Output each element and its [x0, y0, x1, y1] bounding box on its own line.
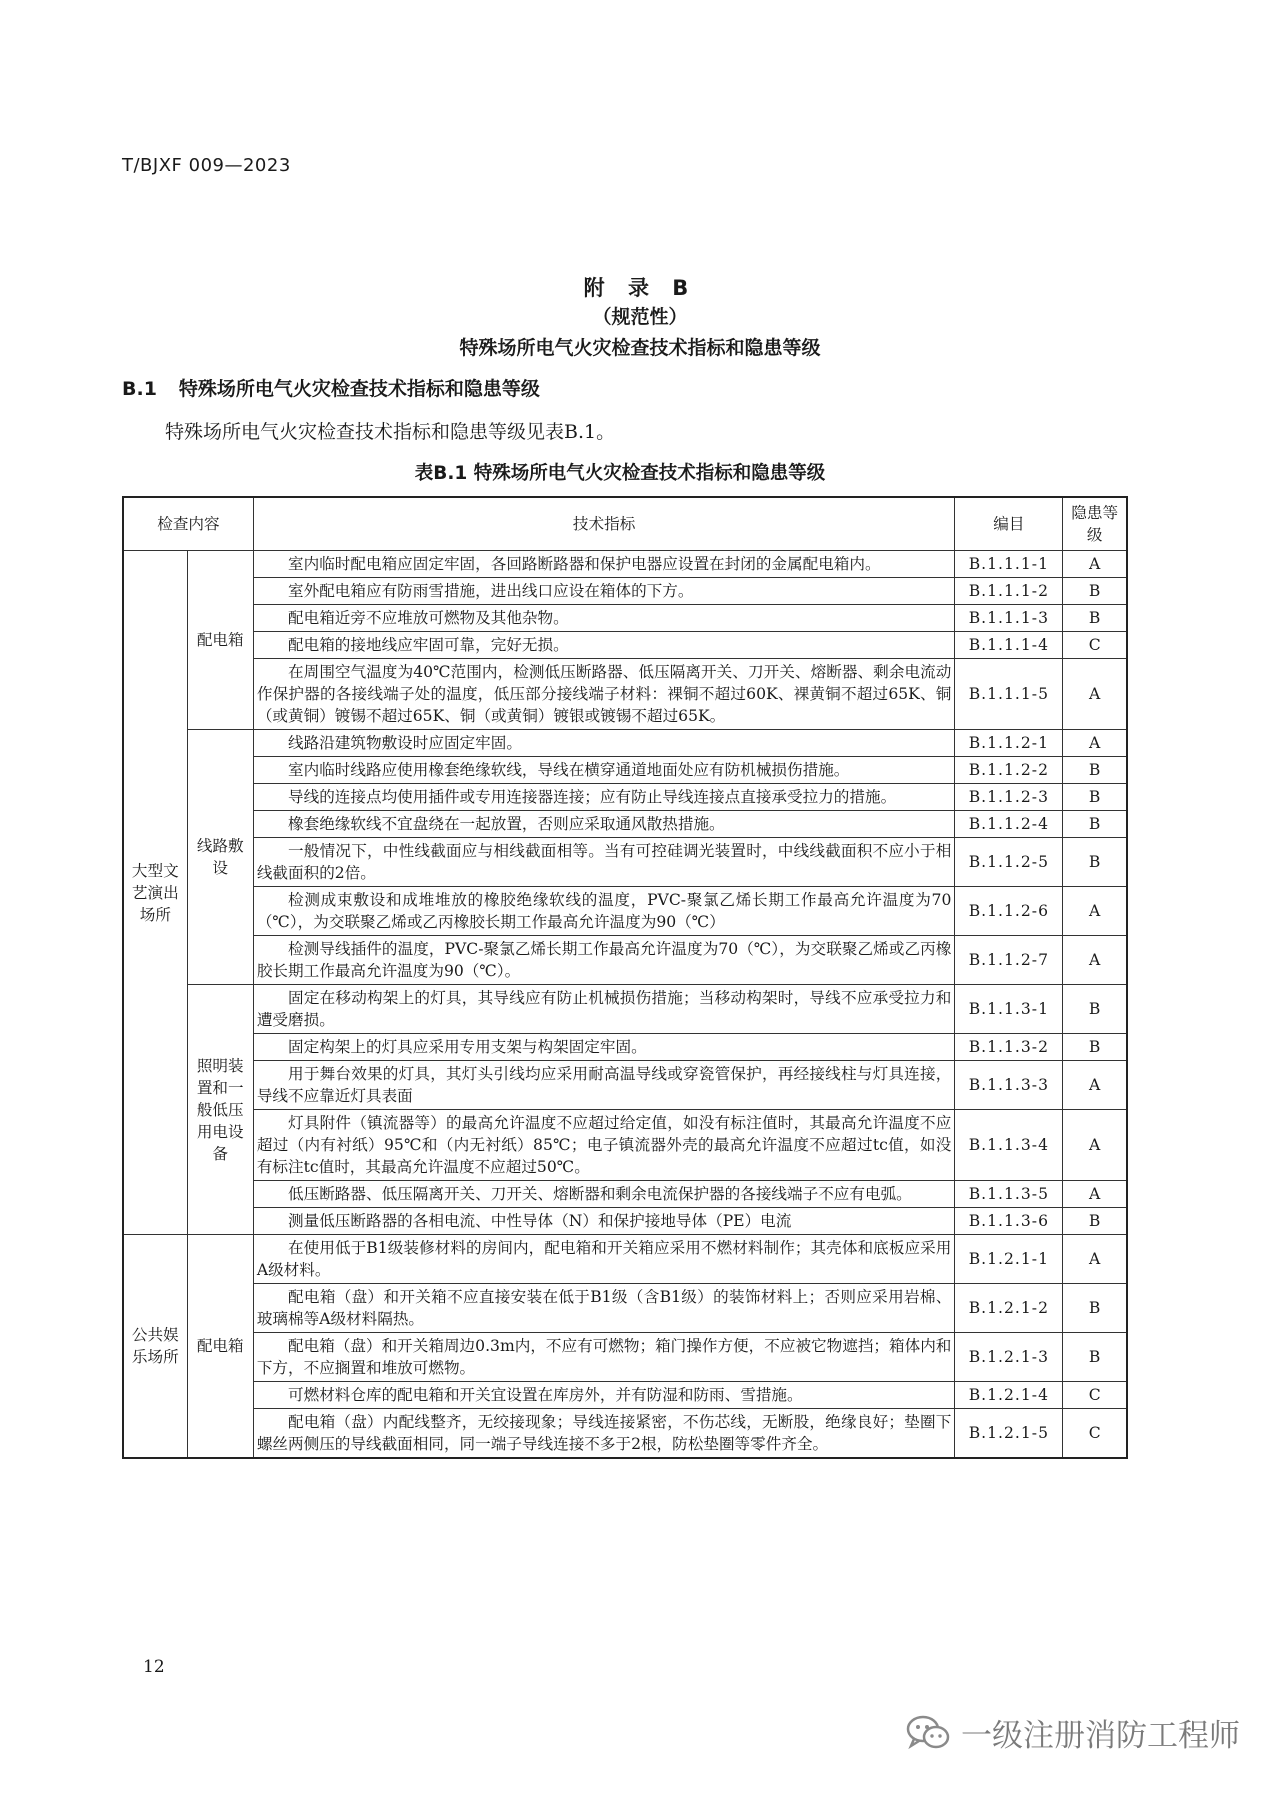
spec-cell: 室内临时线路应使用橡套绝缘软线，导线在横穿通道地面处应有防机械损伤措施。 [253, 757, 955, 784]
table-row [123, 1034, 1127, 1061]
grade-cell: C [1063, 632, 1127, 659]
spec-cell: 检测成束敷设和成堆堆放的橡胶绝缘软线的温度，PVC-聚氯乙烯长期工作最高允许温度为70（℃），为交联聚乙烯或乙丙橡胶长期工作最高允许温度为90（℃） [253, 887, 955, 936]
code-cell: B.1.2.1-4 [955, 1382, 1063, 1409]
table-row [123, 1061, 1127, 1110]
grade-cell: A [1063, 936, 1127, 985]
grade-cell: C [1063, 1382, 1127, 1409]
inspection-table [122, 496, 1128, 1459]
grade-cell: B [1063, 784, 1127, 811]
code-cell: B.1.1.1-5 [955, 659, 1063, 730]
table-row [123, 887, 1127, 936]
spec-cell: 配电箱（盘）和开关箱不应直接安装在低于B1级（含B1级）的装饰材料上；否则应采用岩棉、玻璃棉等A级材料隔热。 [253, 1284, 955, 1333]
grade-cell: B [1063, 985, 1127, 1034]
table-row [123, 578, 1127, 605]
spec-cell: 可燃材料仓库的配电箱和开关宜设置在库房外，并有防湿和防雨、雪措施。 [253, 1382, 955, 1409]
grade-cell: B [1063, 1034, 1127, 1061]
code-cell: B.1.1.2-4 [955, 811, 1063, 838]
watermark [905, 1710, 1240, 1755]
grade-cell: C [1063, 1409, 1127, 1459]
grade-cell: A [1063, 659, 1127, 730]
code-cell: B.1.1.3-6 [955, 1208, 1063, 1235]
grade-cell: B [1063, 578, 1127, 605]
subcategory-cell: 照明装置和一般低压用电设备 [187, 985, 253, 1235]
grade-cell: B [1063, 1208, 1127, 1235]
subcategory-cell: 线路敷设 [187, 730, 253, 985]
category-cell: 公共娱乐场所 [123, 1235, 187, 1459]
grade-cell: A [1063, 1110, 1127, 1181]
table-row [123, 1235, 1127, 1284]
page-number: 12 [143, 1657, 165, 1677]
grade-cell: B [1063, 1333, 1127, 1382]
grade-cell: A [1063, 730, 1127, 757]
header-content: 检查内容 [123, 497, 253, 551]
spec-cell: 一般情况下，中性线截面应与相线截面相等。当有可控硅调光装置时，中线线截面积不应小于相线截面积的2倍。 [253, 838, 955, 887]
table-caption: 表B.1 特殊场所电气火灾检查技术指标和隐患等级 [414, 463, 826, 484]
table-row [123, 730, 1127, 757]
spec-cell: 灯具附件（镇流器等）的最高允许温度不应超过给定值，如没有标注值时，其最高允许温度不应超过（内有衬纸）95℃和（内无衬纸）85℃；电子镇流器外壳的最高允许温度不应超过tc值，如没有标注tc值时，其最高允许温度不应超过50℃。 [253, 1110, 955, 1181]
table-row [123, 784, 1127, 811]
grade-cell: B [1063, 1284, 1127, 1333]
table-body [123, 551, 1127, 1459]
spec-cell: 固定在移动构架上的灯具，其导线应有防止机械损伤措施；当移动构架时，导线不应承受拉力和遭受磨损。 [253, 985, 955, 1034]
spec-cell: 测量低压断路器的各相电流、中性导体（N）和保护接地导体（PE）电流 [253, 1208, 955, 1235]
section-number: B.1 [122, 378, 157, 400]
spec-cell: 线路沿建筑物敷设时应固定牢固。 [253, 730, 955, 757]
appendix-name: 特殊场所电气火灾检查技术指标和隐患等级 [459, 337, 821, 359]
spec-cell: 检测导线插件的温度，PVC-聚氯乙烯长期工作最高允许温度为70（℃），为交联聚乙烯或乙丙橡胶长期工作最高允许温度为90（℃）。 [253, 936, 955, 985]
spec-cell: 配电箱近旁不应堆放可燃物及其他杂物。 [253, 605, 955, 632]
code-cell: B.1.1.2-3 [955, 784, 1063, 811]
code-cell: B.1.1.2-2 [955, 757, 1063, 784]
table-row [123, 1208, 1127, 1235]
code-cell: B.1.1.2-1 [955, 730, 1063, 757]
code-cell: B.1.1.3-1 [955, 985, 1063, 1034]
grade-cell: B [1063, 605, 1127, 632]
code-cell: B.1.1.2-6 [955, 887, 1063, 936]
category-cell: 大型文艺演出场所 [123, 551, 187, 1235]
spec-cell: 配电箱的接地线应牢固可靠，完好无损。 [253, 632, 955, 659]
header-spec: 技术指标 [253, 497, 955, 551]
code-cell: B.1.1.3-4 [955, 1110, 1063, 1181]
subcategory-cell: 配电箱 [187, 551, 253, 730]
subcategory-cell: 配电箱 [187, 1235, 253, 1459]
table-row [123, 1284, 1127, 1333]
code-cell: B.1.1.2-7 [955, 936, 1063, 985]
grade-cell: A [1063, 1235, 1127, 1284]
section-intro: 特殊场所电气火灾检查技术指标和隐患等级见表B.1。 [165, 421, 616, 443]
table-row [123, 1409, 1127, 1459]
code-cell: B.1.1.1-3 [955, 605, 1063, 632]
table-row [123, 838, 1127, 887]
table-row [123, 1181, 1127, 1208]
spec-cell: 低压断路器、低压隔离开关、刀开关、熔断器和剩余电流保护器的各接线端子不应有电弧。 [253, 1181, 955, 1208]
grade-cell: A [1063, 887, 1127, 936]
table-row [123, 632, 1127, 659]
code-cell: B.1.1.1-2 [955, 578, 1063, 605]
code-cell: B.1.1.3-5 [955, 1181, 1063, 1208]
appendix-title: 附 录 B [583, 276, 697, 300]
spec-cell: 配电箱（盘）内配线整齐，无绞接现象；导线连接紧密，不伤芯线，无断股，绝缘良好；垫圈下螺丝两侧压的导线截面相同，同一端子导线连接不多于2根，防松垫圈等零件齐全。 [253, 1409, 955, 1459]
grade-cell: B [1063, 838, 1127, 887]
code-cell: B.1.2.1-1 [955, 1235, 1063, 1284]
watermark-text: 一级注册消防工程师 [961, 1718, 1240, 1754]
table-row [123, 1333, 1127, 1382]
section-heading [122, 374, 540, 401]
code-cell: B.1.2.1-3 [955, 1333, 1063, 1382]
table-row [123, 605, 1127, 632]
code-cell: B.1.1.1-1 [955, 551, 1063, 578]
table-header-row [123, 497, 1127, 551]
wechat-icon [905, 1713, 951, 1753]
header-grade: 隐患等级 [1063, 497, 1127, 551]
grade-cell: A [1063, 551, 1127, 578]
code-cell: B.1.1.2-5 [955, 838, 1063, 887]
appendix-nature: （规范性） [592, 306, 688, 328]
table-row [123, 659, 1127, 730]
spec-cell: 固定构架上的灯具应采用专用支架与构架固定牢固。 [253, 1034, 955, 1061]
standard-code: T/BJXF 009—2023 [122, 155, 291, 176]
header-code: 编目 [955, 497, 1063, 551]
table-row [123, 985, 1127, 1034]
spec-cell: 导线的连接点均使用插件或专用连接器连接；应有防止导线连接点直接承受拉力的措施。 [253, 784, 955, 811]
code-cell: B.1.2.1-2 [955, 1284, 1063, 1333]
table-row [123, 936, 1127, 985]
grade-cell: A [1063, 1181, 1127, 1208]
table-row [123, 1110, 1127, 1181]
table-row [123, 811, 1127, 838]
section-title: 特殊场所电气火灾检查技术指标和隐患等级 [178, 378, 540, 400]
table-row [123, 757, 1127, 784]
spec-cell: 用于舞台效果的灯具，其灯头引线均应采用耐高温导线或穿瓷管保护，再经接线柱与灯具连接，导线不应靠近灯具表面 [253, 1061, 955, 1110]
code-cell: B.1.1.3-2 [955, 1034, 1063, 1061]
table-row [123, 1382, 1127, 1409]
code-cell: B.1.1.3-3 [955, 1061, 1063, 1110]
grade-cell: B [1063, 757, 1127, 784]
spec-cell: 在周围空气温度为40℃范围内，检测低压断路器、低压隔离开关、刀开关、熔断器、剩余电流动作保护器的各接线端子处的温度，低压部分接线端子材料：裸铜不超过60K、裸黄铜不超过65K、铜（或黄铜）镀锡不超过65K、铜（或黄铜）镀银或镀锡不超过65K。 [253, 659, 955, 730]
spec-cell: 室外配电箱应有防雨雪措施，进出线口应设在箱体的下方。 [253, 578, 955, 605]
table-row [123, 551, 1127, 578]
grade-cell: A [1063, 1061, 1127, 1110]
spec-cell: 橡套绝缘软线不宜盘绕在一起放置，否则应采取通风散热措施。 [253, 811, 955, 838]
grade-cell: B [1063, 811, 1127, 838]
spec-cell: 在使用低于B1级装修材料的房间内，配电箱和开关箱应采用不燃材料制作；其壳体和底板应采用A级材料。 [253, 1235, 955, 1284]
spec-cell: 室内临时配电箱应固定牢固，各回路断路器和保护电器应设置在封闭的金属配电箱内。 [253, 551, 955, 578]
code-cell: B.1.1.1-4 [955, 632, 1063, 659]
code-cell: B.1.2.1-5 [955, 1409, 1063, 1459]
spec-cell: 配电箱（盘）和开关箱周边0.3m内，不应有可燃物；箱门操作方便，不应被它物遮挡；箱体内和下方，不应搁置和堆放可燃物。 [253, 1333, 955, 1382]
